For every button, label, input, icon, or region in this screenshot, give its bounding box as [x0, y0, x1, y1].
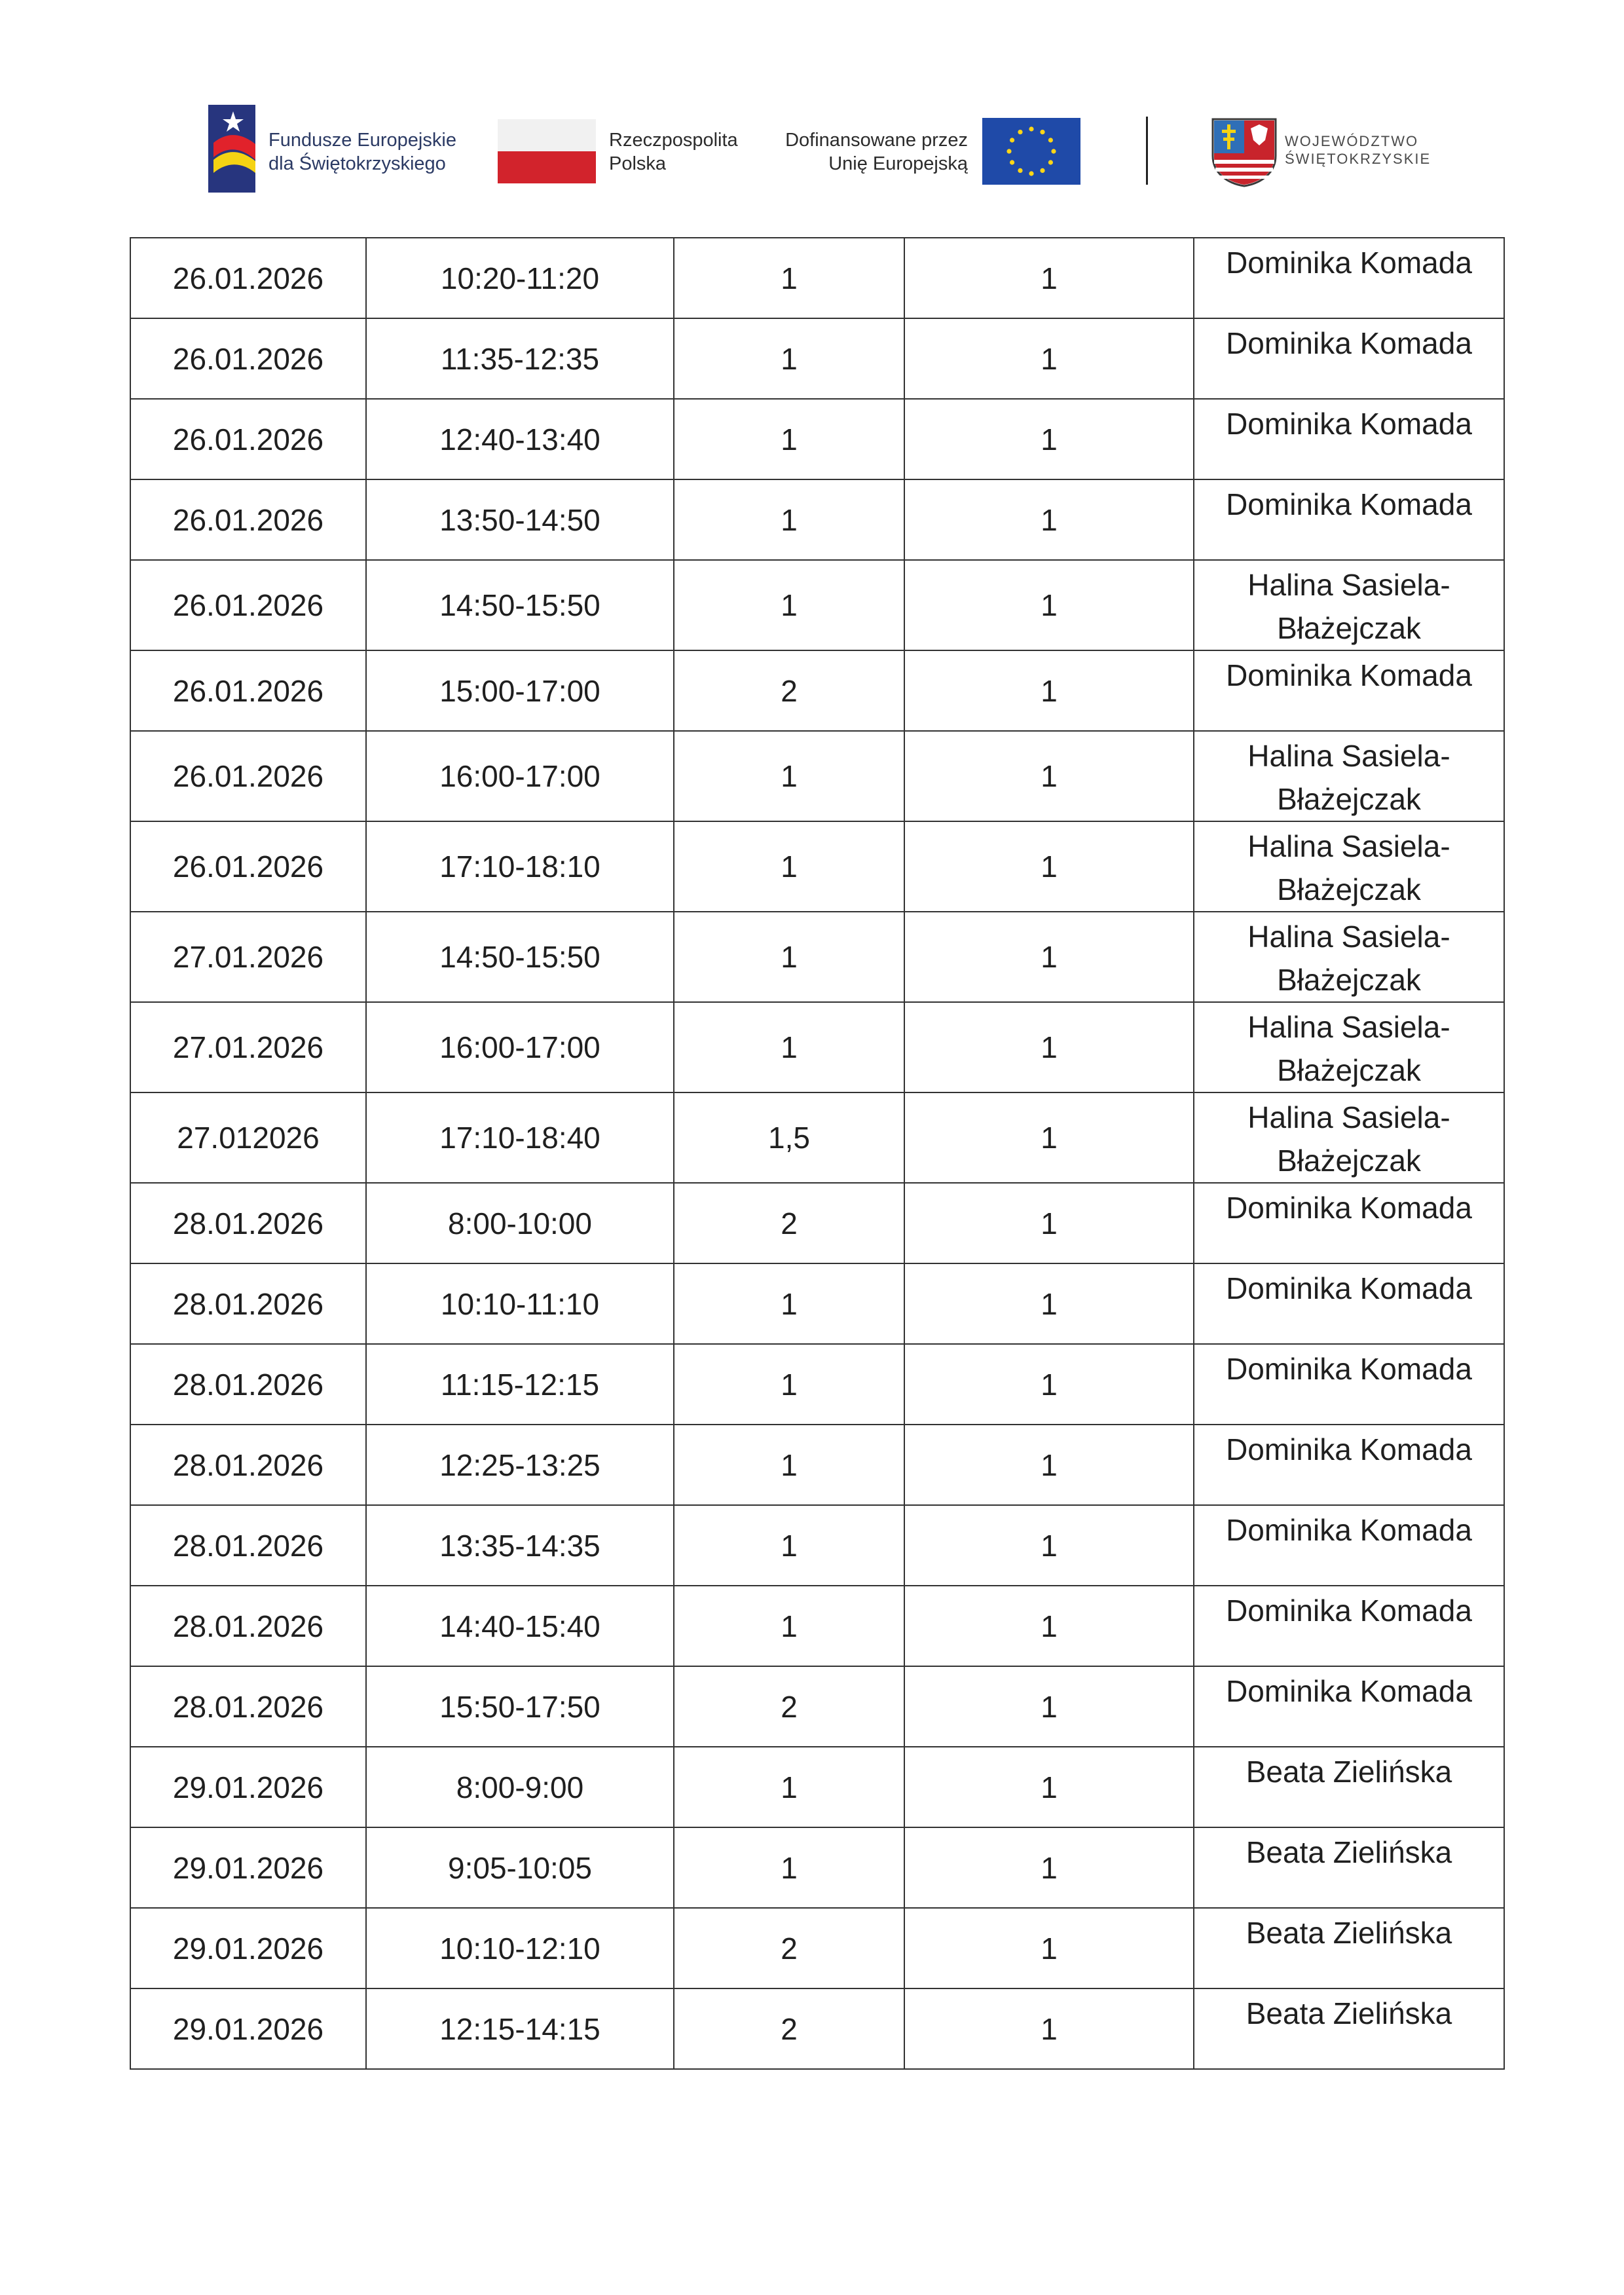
date-cell: 28.01.2026 — [130, 1344, 366, 1425]
hours-cell: 1 — [674, 731, 904, 821]
date-cell: 29.01.2026 — [130, 1747, 366, 1827]
hours-cell: 1 — [674, 821, 904, 912]
table-row — [130, 1908, 1504, 1988]
time-cell: 12:40-13:40 — [366, 399, 674, 479]
hours-cell: 1 — [674, 1002, 904, 1092]
time-cell: 17:10-18:40 — [366, 1092, 674, 1183]
time-cell: 15:50-17:50 — [366, 1666, 674, 1747]
eu-logo-line2: Unię Europejską — [828, 153, 968, 174]
name-line: Halina Sasiela- — [1247, 829, 1450, 863]
hours-cell: 1 — [674, 1505, 904, 1586]
date-cell: 29.01.2026 — [130, 1827, 366, 1908]
count-cell: 1 — [904, 1344, 1194, 1425]
count-cell: 1 — [904, 399, 1194, 479]
funds-star-flag-icon — [208, 105, 255, 193]
time-cell: 15:00-17:00 — [366, 650, 674, 731]
count-cell: 1 — [904, 1092, 1194, 1183]
name-line: Dominika Komada — [1226, 1594, 1472, 1628]
name-line: Błażejczak — [1277, 1053, 1421, 1087]
hours-cell: 1 — [674, 560, 904, 650]
time-cell: 11:35-12:35 — [366, 318, 674, 399]
name-line: Dominika Komada — [1226, 407, 1472, 441]
name-cell — [1194, 1908, 1504, 1988]
hours-cell: 1 — [674, 479, 904, 560]
swietokrzyskie-coat-of-arms-icon — [1210, 117, 1278, 187]
table-row — [130, 1344, 1504, 1425]
date-cell: 26.01.2026 — [130, 560, 366, 650]
name-line: Beata Zielińska — [1246, 1755, 1452, 1789]
count-cell: 1 — [904, 1425, 1194, 1505]
count-cell: 1 — [904, 912, 1194, 1002]
name-line: Błażejczak — [1277, 872, 1421, 906]
table-row — [130, 238, 1504, 318]
count-cell: 1 — [904, 1747, 1194, 1827]
table-row — [130, 1183, 1504, 1263]
name-cell — [1194, 650, 1504, 731]
eu-logo-text — [760, 128, 968, 176]
name-line: Dominika Komada — [1226, 246, 1472, 280]
name-line: Halina Sasiela- — [1247, 568, 1450, 602]
hours-cell: 1 — [674, 1747, 904, 1827]
count-cell: 1 — [904, 318, 1194, 399]
date-cell: 29.01.2026 — [130, 1988, 366, 2069]
name-cell — [1194, 1002, 1504, 1092]
time-cell: 12:15-14:15 — [366, 1988, 674, 2069]
table-row — [130, 399, 1504, 479]
rp-logo-line1: Rzeczpospolita — [609, 130, 738, 151]
hours-cell: 1 — [674, 399, 904, 479]
time-cell: 8:00-9:00 — [366, 1747, 674, 1827]
name-line: Halina Sasiela- — [1247, 1010, 1450, 1044]
name-line: Błażejczak — [1277, 963, 1421, 997]
hours-cell: 1 — [674, 1425, 904, 1505]
count-cell: 1 — [904, 1827, 1194, 1908]
name-line: Dominika Komada — [1226, 326, 1472, 360]
name-cell — [1194, 912, 1504, 1002]
date-cell: 27.01.2026 — [130, 1002, 366, 1092]
count-cell: 1 — [904, 650, 1194, 731]
hours-cell: 1 — [674, 1344, 904, 1425]
name-line: Beata Zielińska — [1246, 1835, 1452, 1869]
hours-cell: 1 — [674, 1263, 904, 1344]
polish-flag-icon — [498, 119, 596, 183]
count-cell: 1 — [904, 1908, 1194, 1988]
name-cell — [1194, 1586, 1504, 1666]
name-cell — [1194, 1183, 1504, 1263]
name-cell — [1194, 1263, 1504, 1344]
name-line: Błażejczak — [1277, 1144, 1421, 1178]
count-cell: 1 — [904, 238, 1194, 318]
time-cell: 14:50-15:50 — [366, 560, 674, 650]
name-line: Błażejczak — [1277, 782, 1421, 816]
count-cell: 1 — [904, 1183, 1194, 1263]
date-cell: 26.01.2026 — [130, 731, 366, 821]
name-cell — [1194, 1827, 1504, 1908]
time-cell: 12:25-13:25 — [366, 1425, 674, 1505]
name-cell — [1194, 1988, 1504, 2069]
name-cell — [1194, 238, 1504, 318]
table-row — [130, 1425, 1504, 1505]
hours-cell: 1 — [674, 238, 904, 318]
count-cell: 1 — [904, 1263, 1194, 1344]
time-cell: 13:50-14:50 — [366, 479, 674, 560]
time-cell: 13:35-14:35 — [366, 1505, 674, 1586]
count-cell: 1 — [904, 1505, 1194, 1586]
time-cell: 17:10-18:10 — [366, 821, 674, 912]
time-cell: 14:40-15:40 — [366, 1586, 674, 1666]
table-row — [130, 318, 1504, 399]
date-cell: 26.01.2026 — [130, 399, 366, 479]
name-cell — [1194, 1747, 1504, 1827]
table-row — [130, 821, 1504, 912]
date-cell: 26.01.2026 — [130, 318, 366, 399]
hours-cell: 2 — [674, 1666, 904, 1747]
table-row — [130, 1092, 1504, 1183]
date-cell: 26.01.2026 — [130, 479, 366, 560]
time-cell: 10:10-12:10 — [366, 1908, 674, 1988]
name-cell — [1194, 1344, 1504, 1425]
count-cell: 1 — [904, 1988, 1194, 2069]
count-cell: 1 — [904, 821, 1194, 912]
funding-logo-bar — [0, 0, 1624, 210]
table-row — [130, 1586, 1504, 1666]
name-cell — [1194, 1505, 1504, 1586]
name-cell — [1194, 821, 1504, 912]
hours-cell: 1 — [674, 1586, 904, 1666]
eu-flag-icon — [982, 118, 1080, 185]
table-row — [130, 1505, 1504, 1586]
date-cell: 27.01.2026 — [130, 912, 366, 1002]
hours-cell: 2 — [674, 1988, 904, 2069]
name-cell — [1194, 1092, 1504, 1183]
time-cell: 8:00-10:00 — [366, 1183, 674, 1263]
name-cell — [1194, 731, 1504, 821]
hours-cell: 1 — [674, 912, 904, 1002]
name-line: Dominika Komada — [1226, 658, 1472, 692]
table-row — [130, 1263, 1504, 1344]
name-line: Beata Zielińska — [1246, 1916, 1452, 1950]
schedule-table — [130, 237, 1505, 2070]
region-logo-text — [1285, 132, 1431, 168]
name-cell — [1194, 560, 1504, 650]
hours-cell: 1,5 — [674, 1092, 904, 1183]
date-cell: 29.01.2026 — [130, 1908, 366, 1988]
name-line: Dominika Komada — [1226, 1191, 1472, 1225]
date-cell: 28.01.2026 — [130, 1666, 366, 1747]
table-row — [130, 1002, 1504, 1092]
time-cell: 9:05-10:05 — [366, 1827, 674, 1908]
name-line: Dominika Komada — [1226, 1674, 1472, 1708]
funds-logo-text — [268, 128, 456, 176]
name-line: Dominika Komada — [1226, 1271, 1472, 1305]
region-logo-line2: ŚWIĘTOKRZYSKIE — [1285, 151, 1431, 167]
funds-logo-line2: dla Świętokrzyskiego — [268, 153, 446, 174]
time-cell: 14:50-15:50 — [366, 912, 674, 1002]
date-cell: 26.01.2026 — [130, 238, 366, 318]
name-line: Dominika Komada — [1226, 1352, 1472, 1386]
hours-cell: 2 — [674, 1908, 904, 1988]
hours-cell: 2 — [674, 1183, 904, 1263]
table-row — [130, 1988, 1504, 2069]
name-line: Halina Sasiela- — [1247, 1100, 1450, 1134]
count-cell: 1 — [904, 560, 1194, 650]
hours-cell: 1 — [674, 1827, 904, 1908]
date-cell: 28.01.2026 — [130, 1505, 366, 1586]
table-row — [130, 1827, 1504, 1908]
hours-cell: 2 — [674, 650, 904, 731]
name-cell — [1194, 399, 1504, 479]
date-cell: 28.01.2026 — [130, 1425, 366, 1505]
date-cell: 28.01.2026 — [130, 1263, 366, 1344]
count-cell: 1 — [904, 1666, 1194, 1747]
name-line: Dominika Komada — [1226, 1432, 1472, 1466]
date-cell: 26.01.2026 — [130, 650, 366, 731]
name-line: Błażejczak — [1277, 611, 1421, 645]
name-cell — [1194, 1425, 1504, 1505]
count-cell: 1 — [904, 1586, 1194, 1666]
logo-divider — [1146, 117, 1148, 185]
table-row — [130, 731, 1504, 821]
name-line: Halina Sasiela- — [1247, 920, 1450, 954]
count-cell: 1 — [904, 479, 1194, 560]
table-row — [130, 650, 1504, 731]
name-cell — [1194, 479, 1504, 560]
date-cell: 28.01.2026 — [130, 1183, 366, 1263]
name-cell — [1194, 318, 1504, 399]
name-cell — [1194, 1666, 1504, 1747]
count-cell: 1 — [904, 1002, 1194, 1092]
count-cell: 1 — [904, 731, 1194, 821]
time-cell: 10:10-11:10 — [366, 1263, 674, 1344]
date-cell: 27.012026 — [130, 1092, 366, 1183]
table-row — [130, 479, 1504, 560]
eu-logo-line1: Dofinansowane przez — [785, 130, 968, 151]
name-line: Dominika Komada — [1226, 1513, 1472, 1547]
time-cell: 10:20-11:20 — [366, 238, 674, 318]
date-cell: 28.01.2026 — [130, 1586, 366, 1666]
schedule-table-body — [130, 238, 1504, 2069]
name-line: Beata Zielińska — [1246, 1996, 1452, 2030]
time-cell: 16:00-17:00 — [366, 1002, 674, 1092]
table-row — [130, 1666, 1504, 1747]
hours-cell: 1 — [674, 318, 904, 399]
table-row — [130, 912, 1504, 1002]
time-cell: 11:15-12:15 — [366, 1344, 674, 1425]
rp-logo-line2: Polska — [609, 153, 667, 174]
table-row — [130, 560, 1504, 650]
funds-logo-line1: Fundusze Europejskie — [268, 130, 456, 151]
table-row — [130, 1747, 1504, 1827]
time-cell: 16:00-17:00 — [366, 731, 674, 821]
rp-logo-text — [609, 128, 738, 176]
date-cell: 26.01.2026 — [130, 821, 366, 912]
region-logo-line1: WOJEWÓDZTWO — [1285, 133, 1419, 149]
name-line: Dominika Komada — [1226, 487, 1472, 521]
name-line: Halina Sasiela- — [1247, 739, 1450, 773]
